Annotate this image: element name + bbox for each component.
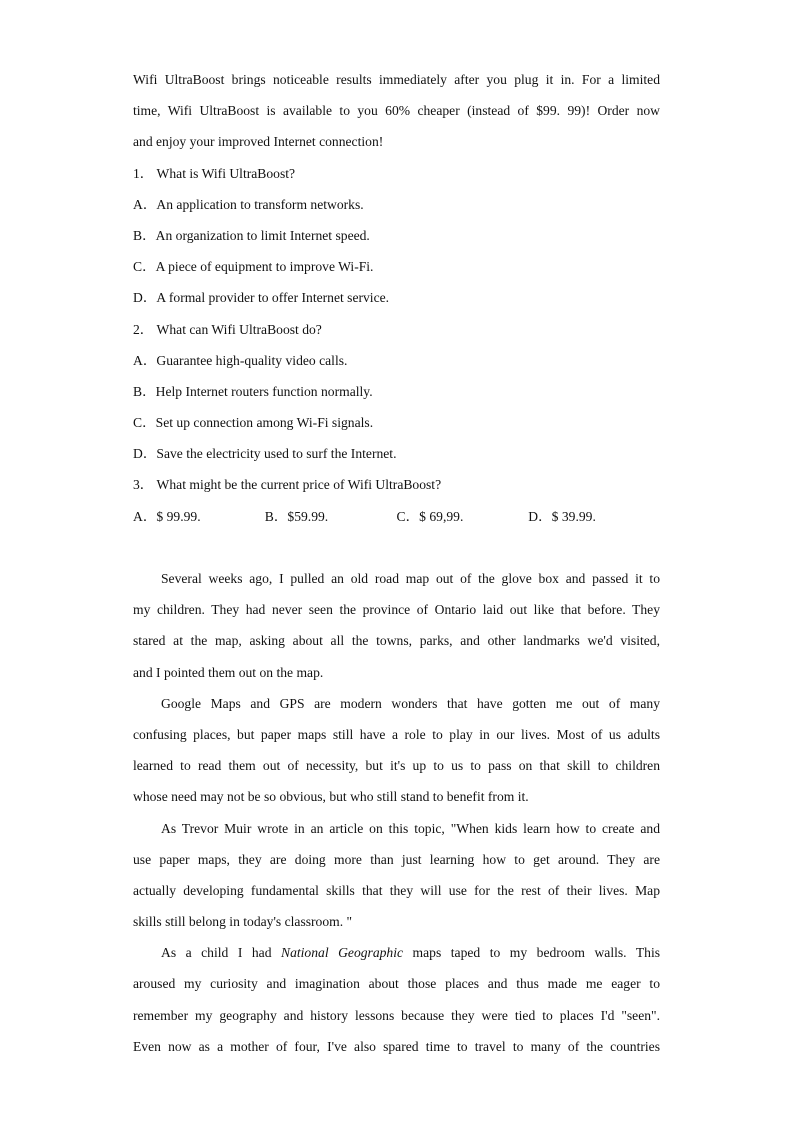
section-spacer — [133, 532, 660, 563]
question-2-option-b: B．Help Internet routers function normally. — [133, 383, 373, 399]
question-3-options — [133, 501, 660, 532]
magazine-title-italic: National Geographic — [281, 945, 404, 961]
question-1-stem: 1． What is Wifi UltraBoost? — [133, 165, 296, 181]
question-1-option-b: B．An organization to limit Internet speed. — [133, 227, 370, 243]
passage-p1-line-3: stared at the map, asking about all the towns, parks, and other landmarks we'd visited, — [133, 633, 660, 649]
question-2-option-a: A．Guarantee high-quality video calls. — [133, 352, 348, 368]
question-3-option-d: D．$ 39.99. — [528, 508, 596, 524]
question-3-option-b: B．$59.99. — [264, 508, 329, 524]
ad-text-line-2: time, Wifi UltraBoost is available to you 60% cheaper (instead of $99. 99)! Order now — [133, 103, 660, 119]
question-3-stem: 3． What might be the current price of Wifi UltraBoost? — [133, 477, 442, 493]
passage-p1-line-4: and I pointed them out on the map. — [133, 664, 324, 680]
passage-p2-line-4: whose need may not be so obvious, but who still stand to benefit from it. — [133, 789, 529, 805]
passage-p2-line-1: Google Maps and GPS are modern wonders that have gotten me out of many — [161, 695, 660, 711]
passage-p3-line-3: actually developing fundamental skills that they will use for the rest of their lives. Map — [133, 882, 660, 898]
passage-p1-line-2: my children. They had never seen the province of Ontario laid out like that before. They — [133, 602, 660, 618]
question-1-option-d: D．A formal provider to offer Internet service. — [133, 290, 390, 306]
passage-p2-line-2: confusing places, but paper maps still have a role to play in our lives. Most of us adults — [133, 726, 660, 742]
question-3-option-a: A．$ 99.99. — [133, 508, 201, 524]
passage-p3-line-2: use paper maps, they are doing more than just learning how to get around. They are — [133, 851, 660, 867]
passage-p2-line-3: learned to read them out of necessity, but it's up to us to pass on that skill to children — [133, 758, 660, 774]
ad-text-line-1: Wifi UltraBoost brings noticeable results immediately after you plug it in. For a limited — [133, 72, 660, 87]
passage-p4-line-1 — [133, 937, 660, 968]
question-3-option-c: C．$ 69,99. — [396, 508, 464, 524]
passage-p3-line-1: As Trevor Muir wrote in an article on this topic, "When kids learn how to create and — [161, 820, 660, 836]
passage-p4-line-3: remember my geography and history lessons because they were tied to places I'd "seen". — [133, 1007, 660, 1023]
question-2-option-d: D．Save the electricity used to surf the Internet. — [133, 446, 397, 462]
question-2-stem: 2． What can Wifi UltraBoost do? — [133, 321, 322, 337]
question-1-option-c: C．A piece of equipment to improve Wi-Fi. — [133, 259, 374, 275]
document-content — [133, 64, 660, 1062]
question-2-option-c: C．Set up connection among Wi-Fi signals. — [133, 415, 374, 431]
question-1-option-a: A．An application to transform networks. — [133, 196, 364, 212]
passage-p4-line-4: Even now as a mother of four, I've also spared time to travel to many of the countries — [133, 1038, 660, 1054]
passage-p4-line-1-before: As a child I had — [161, 945, 282, 961]
ad-text-line-3: and enjoy your improved Internet connection! — [133, 134, 384, 150]
passage-p4-line-1-after: maps taped to my bedroom walls. This — [403, 945, 660, 961]
passage-p4-line-2: aroused my curiosity and imagination about those places and thus made me eager to — [133, 976, 660, 992]
passage-p3-line-4: skills still belong in today's classroom. " — [133, 914, 353, 930]
passage-p1-line-1: Several weeks ago, I pulled an old road map out of the glove box and passed it to — [161, 571, 660, 586]
